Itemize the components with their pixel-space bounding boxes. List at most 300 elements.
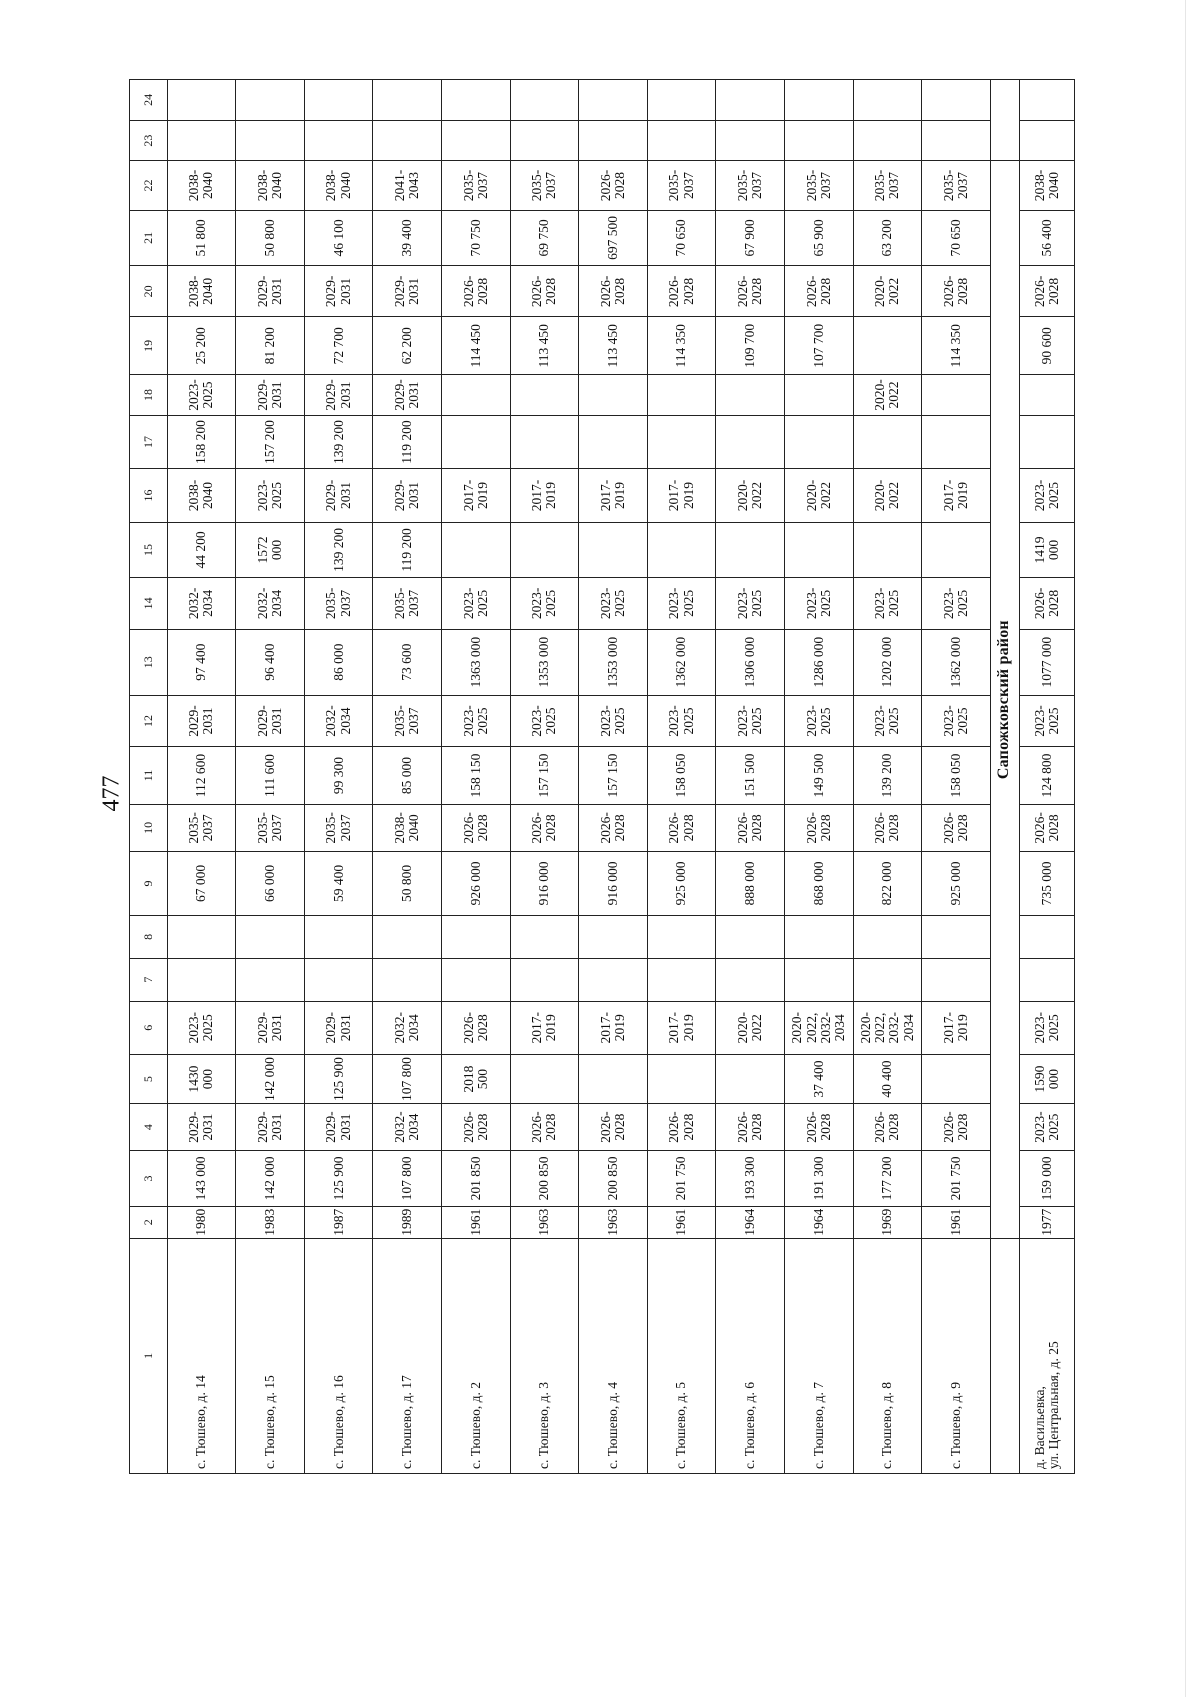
table-cell: 2026- 2028 [579,1104,648,1151]
table-cell: 2023- 2025 [1019,469,1075,522]
table-cell: 2029- 2031 [304,266,373,317]
table-cell: 67 900 [716,210,785,266]
header-row [130,80,168,1474]
table-cell [510,1054,579,1103]
table-cell: 59 400 [304,851,373,915]
district-spacer [990,80,1019,161]
table-cell: 2029- 2031 [304,469,373,522]
table-cell: 200 850 [510,1151,579,1207]
table-cell: 1286 000 [784,629,853,695]
table-cell: 2017- 2019 [510,469,579,522]
table-cell [167,958,236,1001]
table-cell: 46 100 [304,210,373,266]
table-cell [647,415,716,468]
table-cell: 1964 [784,1206,853,1238]
address-cell: с. Тюшево, д. 15 [236,1238,305,1473]
table-cell: 2035- 2037 [647,161,716,210]
table-row [304,80,373,1474]
table-cell: 2035- 2037 [784,161,853,210]
table-cell: 66 000 [236,851,305,915]
table-cell [853,916,922,959]
table-cell: 1964 [716,1206,785,1238]
table-cell: 2020- 2022 [784,469,853,522]
table-cell: 1306 000 [716,629,785,695]
table-cell: 125 900 [304,1054,373,1103]
table-cell: 44 200 [167,522,236,578]
table-cell: 2038- 2040 [1019,161,1075,210]
table-cell: 925 000 [922,851,991,915]
table-cell [167,916,236,959]
table-cell: 73 600 [373,629,442,695]
table-cell: 2020- 2022 [716,469,785,522]
table-cell: 96 400 [236,629,305,695]
table-cell: 2017- 2019 [579,1001,648,1054]
table-cell: 1572 000 [236,522,305,578]
table-cell [922,916,991,959]
table-cell [922,522,991,578]
table-cell [922,120,991,161]
table-cell: 2017- 2019 [441,469,510,522]
table-cell: 2020- 2022 [716,1001,785,1054]
table-cell: 2038- 2040 [167,161,236,210]
table-cell: 2017- 2019 [922,469,991,522]
table-cell: 1590 000 [1019,1054,1075,1103]
table-cell: 2023- 2025 [716,578,785,629]
table-cell: 2026- 2028 [441,804,510,851]
table-cell: 697 500 [579,210,648,266]
table-cell: 2029- 2031 [236,375,305,416]
table-cell: 157 150 [510,747,579,805]
table-cell: 8 [130,916,168,959]
table-cell: 2032- 2034 [236,578,305,629]
table-row [579,80,648,1474]
table-cell [784,375,853,416]
table-cell [236,120,305,161]
table-cell: 2026- 2028 [922,266,991,317]
table-cell: 2017- 2019 [922,1001,991,1054]
table-cell: 114 350 [647,317,716,375]
table-cell [304,916,373,959]
table-cell: 2020- 2022, 2032- 2034 [784,1001,853,1054]
table-cell [647,375,716,416]
table-cell: 119 200 [373,415,442,468]
table-cell: 2026- 2028 [784,266,853,317]
table-cell: 2020- 2022 [853,266,922,317]
table-cell: 109 700 [716,317,785,375]
table-cell: 107 700 [784,317,853,375]
data-table [129,79,1075,1474]
table-cell: 39 400 [373,210,442,266]
table-cell: 119 200 [373,522,442,578]
table-cell: 2032- 2034 [373,1104,442,1151]
table-cell: 2026- 2028 [1019,804,1075,851]
table-cell [304,80,373,121]
table-cell: 139 200 [304,522,373,578]
table-cell: 1362 000 [922,629,991,695]
table-cell [716,415,785,468]
table-cell: 201 750 [647,1151,716,1207]
table-cell [784,80,853,121]
table-cell: 2035- 2037 [304,578,373,629]
table-row [441,80,510,1474]
table-cell [922,80,991,121]
table-cell [716,375,785,416]
table-cell: 2038- 2040 [304,161,373,210]
table-cell: 2026- 2028 [579,161,648,210]
table-cell: 2038- 2040 [236,161,305,210]
table-cell: 2029- 2031 [373,469,442,522]
table-cell: 2035- 2037 [510,161,579,210]
table-cell: 157 150 [579,747,648,805]
table-cell: 2026- 2028 [510,1104,579,1151]
table-cell: 2032- 2034 [304,695,373,746]
table-cell: 70 650 [647,210,716,266]
table-cell: 25 200 [167,317,236,375]
table-cell: 13 [130,629,168,695]
table-cell [853,80,922,121]
table-cell: 2023- 2025 [441,578,510,629]
table-cell: 113 450 [579,317,648,375]
table-cell: 2029- 2031 [236,695,305,746]
table-cell: 72 700 [304,317,373,375]
table-cell: 2026- 2028 [647,1104,716,1151]
table-cell: 2032- 2034 [167,578,236,629]
table-cell [510,916,579,959]
table-row [167,80,236,1474]
table-cell [853,522,922,578]
table-cell: 4 [130,1104,168,1151]
table-cell: 2023- 2025 [1019,1001,1075,1054]
table-cell: 2023- 2025 [647,695,716,746]
table-cell: 114 450 [441,317,510,375]
table-cell: 193 300 [716,1151,785,1207]
table-cell [167,80,236,121]
scan-edge-line [1185,0,1186,1697]
table-cell: 2023- 2025 [510,695,579,746]
table-cell: 1362 000 [647,629,716,695]
table-cell [441,958,510,1001]
table-cell: 17 [130,415,168,468]
table-cell [716,958,785,1001]
table-cell: 2023- 2025 [236,469,305,522]
table-cell: 1353 000 [579,629,648,695]
table-cell [1019,916,1075,959]
table-cell [441,375,510,416]
table-cell [579,120,648,161]
table-cell: 2026- 2028 [510,266,579,317]
table-cell: 822 000 [853,851,922,915]
table-cell: 139 200 [304,415,373,468]
table-cell: 99 300 [304,747,373,805]
table-cell: 200 850 [579,1151,648,1207]
table-cell [373,958,442,1001]
table-cell [784,522,853,578]
table-cell: 2023- 2025 [167,1001,236,1054]
table-cell: 2029- 2031 [304,1104,373,1151]
table-cell: 2035- 2037 [853,161,922,210]
address-cell: д. Васильевка, ул. Центральная, д. 25 [1019,1238,1075,1473]
table-cell: 2026- 2028 [579,804,648,851]
table-cell: 158 050 [922,747,991,805]
table-cell: 2023- 2025 [853,695,922,746]
table-cell: 191 300 [784,1151,853,1207]
table-cell: 2026- 2028 [647,804,716,851]
table-cell [922,958,991,1001]
table-row [922,80,991,1474]
table-cell: 2035- 2037 [716,161,785,210]
table-cell: 1202 000 [853,629,922,695]
table-cell: 1430 000 [167,1054,236,1103]
table-cell: 15 [130,522,168,578]
page-number: 477 [98,775,125,812]
table-cell: 1961 [647,1206,716,1238]
table-cell: 107 800 [373,1054,442,1103]
table-cell: 2023- 2025 [167,375,236,416]
table-cell: 63 200 [853,210,922,266]
table-cell: 2020- 2022 [853,469,922,522]
table-cell: 125 900 [304,1151,373,1207]
address-cell: с. Тюшево, д. 7 [784,1238,853,1473]
table-cell: 86 000 [304,629,373,695]
table-cell: 916 000 [510,851,579,915]
table-cell: 67 000 [167,851,236,915]
table-cell: 925 000 [647,851,716,915]
table-cell: 2026- 2028 [647,266,716,317]
table-cell: 19 [130,317,168,375]
table-cell: 1419 000 [1019,522,1075,578]
table-cell: 2023- 2025 [647,578,716,629]
table-cell: 1353 000 [510,629,579,695]
table-cell: 16 [130,469,168,522]
table-cell: 916 000 [579,851,648,915]
table-cell [1019,80,1075,121]
table-cell: 177 200 [853,1151,922,1207]
table-cell: 24 [130,80,168,121]
table-cell: 2026- 2028 [1019,266,1075,317]
table-row [853,80,922,1474]
table-cell [853,120,922,161]
table-cell: 70 650 [922,210,991,266]
table-cell: 2 [130,1206,168,1238]
table-cell: 22 [130,161,168,210]
table-cell [853,415,922,468]
table-cell [853,958,922,1001]
table-cell: 90 600 [1019,317,1075,375]
table-cell: 2038- 2040 [167,469,236,522]
table-cell: 735 000 [1019,851,1075,915]
table-cell: 2023- 2025 [922,695,991,746]
table-cell: 2029- 2031 [304,375,373,416]
table-row [373,80,442,1474]
table-cell [784,120,853,161]
table-cell [510,120,579,161]
table-cell: 65 900 [784,210,853,266]
table-cell: 2029- 2031 [373,266,442,317]
table-cell [579,415,648,468]
table-cell [304,120,373,161]
table-cell [441,415,510,468]
table-cell: 157 200 [236,415,305,468]
table-cell: 2026- 2028 [716,1104,785,1151]
table-cell: 2023- 2025 [579,578,648,629]
table-cell: 107 800 [373,1151,442,1207]
table-cell: 5 [130,1054,168,1103]
table-cell [236,916,305,959]
table-cell: 2023- 2025 [784,695,853,746]
table-cell: 69 750 [510,210,579,266]
address-cell: с. Тюшево, д. 17 [373,1238,442,1473]
table-cell: 2023- 2025 [853,578,922,629]
table-cell: 143 000 [167,1151,236,1207]
table-cell: 2026- 2028 [441,1001,510,1054]
district-row [990,80,1019,1474]
table-cell [441,80,510,121]
table-cell: 139 200 [853,747,922,805]
table-cell: 2038- 2040 [373,804,442,851]
table-cell: 2026- 2028 [716,266,785,317]
table-row [647,80,716,1474]
table-cell: 2026- 2028 [784,1104,853,1151]
table-cell [647,80,716,121]
table-cell: 20 [130,266,168,317]
table-row [716,80,785,1474]
table-cell: 1077 000 [1019,629,1075,695]
table-cell [922,415,991,468]
address-cell: с. Тюшево, д. 4 [579,1238,648,1473]
table-cell: 158 200 [167,415,236,468]
table-cell: 2038- 2040 [167,266,236,317]
table-cell [579,522,648,578]
table-cell: 50 800 [373,851,442,915]
table-cell [853,317,922,375]
table-cell: 50 800 [236,210,305,266]
table-cell: 21 [130,210,168,266]
table-cell: 40 400 [853,1054,922,1103]
table-cell: 62 200 [373,317,442,375]
table-cell: 18 [130,375,168,416]
table-cell: 2020- 2022 [853,375,922,416]
table-cell: 1 [130,1238,168,1473]
table-cell: 2032- 2034 [373,1001,442,1054]
table-cell: 201 750 [922,1151,991,1207]
table-cell: 2026- 2028 [853,1104,922,1151]
table-row [1019,80,1075,1474]
table-cell [1019,120,1075,161]
table-cell: 2017- 2019 [647,1001,716,1054]
table-cell: 2026- 2028 [441,266,510,317]
table-cell: 2029- 2031 [236,1104,305,1151]
table-cell [922,375,991,416]
table-cell [647,120,716,161]
table-cell [373,916,442,959]
table-cell: 2023- 2025 [716,695,785,746]
table-cell [647,1054,716,1103]
table-cell [716,120,785,161]
address-cell: с. Тюшево, д. 16 [304,1238,373,1473]
table-cell: 37 400 [784,1054,853,1103]
table-cell [236,958,305,1001]
table-cell: 2026- 2028 [853,804,922,851]
table-cell: 2026- 2028 [784,804,853,851]
table-cell: 2023- 2025 [579,695,648,746]
table-cell [784,916,853,959]
table-cell [510,80,579,121]
table-cell: 2026- 2028 [922,1104,991,1151]
table-cell [579,80,648,121]
table-cell: 158 050 [647,747,716,805]
district-spacer [990,1238,1019,1473]
table-cell [784,958,853,1001]
table-cell: 2035- 2037 [167,804,236,851]
table-cell [373,120,442,161]
table-cell: 2023- 2025 [1019,695,1075,746]
table-cell [579,958,648,1001]
table-cell [304,958,373,1001]
table-cell: 2026- 2028 [441,1104,510,1151]
table-cell: 2035- 2037 [441,161,510,210]
table-cell: 1980 [167,1206,236,1238]
table-cell: 2026- 2028 [510,804,579,851]
table-cell: 23 [130,120,168,161]
table-cell [510,375,579,416]
table-cell: 2026- 2028 [716,804,785,851]
table-cell [784,415,853,468]
table-cell: 868 000 [784,851,853,915]
table-cell: 2029- 2031 [167,1104,236,1151]
table-cell: 2029- 2031 [373,375,442,416]
table-cell: 158 150 [441,747,510,805]
table-cell: 111 600 [236,747,305,805]
table-cell [1019,958,1075,1001]
table-cell: 159 000 [1019,1151,1075,1207]
table-cell: 1983 [236,1206,305,1238]
table-cell: 1989 [373,1206,442,1238]
table-cell: 2023- 2025 [922,578,991,629]
table-cell: 7 [130,958,168,1001]
table-row [784,80,853,1474]
table-cell: 9 [130,851,168,915]
table-cell: 149 500 [784,747,853,805]
table-cell: 114 350 [922,317,991,375]
table-cell: 2035- 2037 [236,804,305,851]
table-cell: 2023- 2025 [441,695,510,746]
table-cell [1019,375,1075,416]
table-cell: 2017- 2019 [647,469,716,522]
table-cell: 12 [130,695,168,746]
table-cell: 2018 500 [441,1054,510,1103]
table-cell [510,415,579,468]
table-cell: 56 400 [1019,210,1075,266]
table-cell: 70 750 [441,210,510,266]
table-cell: 85 000 [373,747,442,805]
table-cell: 2029- 2031 [304,1001,373,1054]
table-cell [510,522,579,578]
table-cell [922,1054,991,1103]
table-cell: 2017- 2019 [579,469,648,522]
table-cell: 1363 000 [441,629,510,695]
address-cell: с. Тюшево, д. 14 [167,1238,236,1473]
table-cell: 124 800 [1019,747,1075,805]
table-cell [579,916,648,959]
address-cell: с. Тюшево, д. 3 [510,1238,579,1473]
table-cell: 10 [130,804,168,851]
table-cell: 2035- 2037 [373,695,442,746]
table-cell [716,522,785,578]
table-cell [647,522,716,578]
table-cell: 151 500 [716,747,785,805]
table-cell: 1969 [853,1206,922,1238]
table-cell: 11 [130,747,168,805]
